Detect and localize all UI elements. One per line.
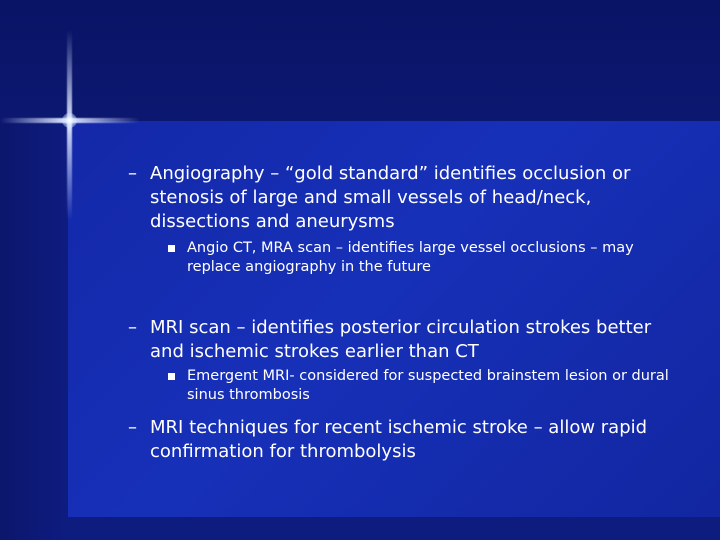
bullet-item-3 (128, 416, 668, 464)
bullet-text-1: Angiography – “gold standard” identifies occlusion or stenosis of large and small vessels of head/neck, dissections and aneurysms (150, 163, 631, 232)
dash-marker: – (128, 163, 137, 184)
bullet-item-1 (128, 162, 648, 234)
bullet-item-2 (128, 316, 668, 364)
sub-bullet-item-1-1 (168, 239, 648, 277)
dash-marker: – (128, 317, 137, 338)
square-bullet-icon (168, 245, 175, 252)
sub-bullet-text-1-1: Angio CT, MRA scan – identifies large vessel occlusions – may replace angiography in the future (187, 240, 634, 275)
square-bullet-icon (168, 373, 175, 380)
sub-bullet-text-2-1: Emergent MRI- considered for suspected brainstem lesion or dural sinus thrombosis (187, 368, 669, 403)
bullet-text-2: MRI scan – identifies posterior circulation strokes better and ischemic strokes earlier than CT (150, 317, 652, 362)
dash-marker: – (128, 417, 137, 438)
bullet-text-3: MRI techniques for recent ischemic stroke – allow rapid confirmation for thrombolysis (150, 417, 648, 462)
sub-bullet-item-2-1 (168, 367, 678, 405)
